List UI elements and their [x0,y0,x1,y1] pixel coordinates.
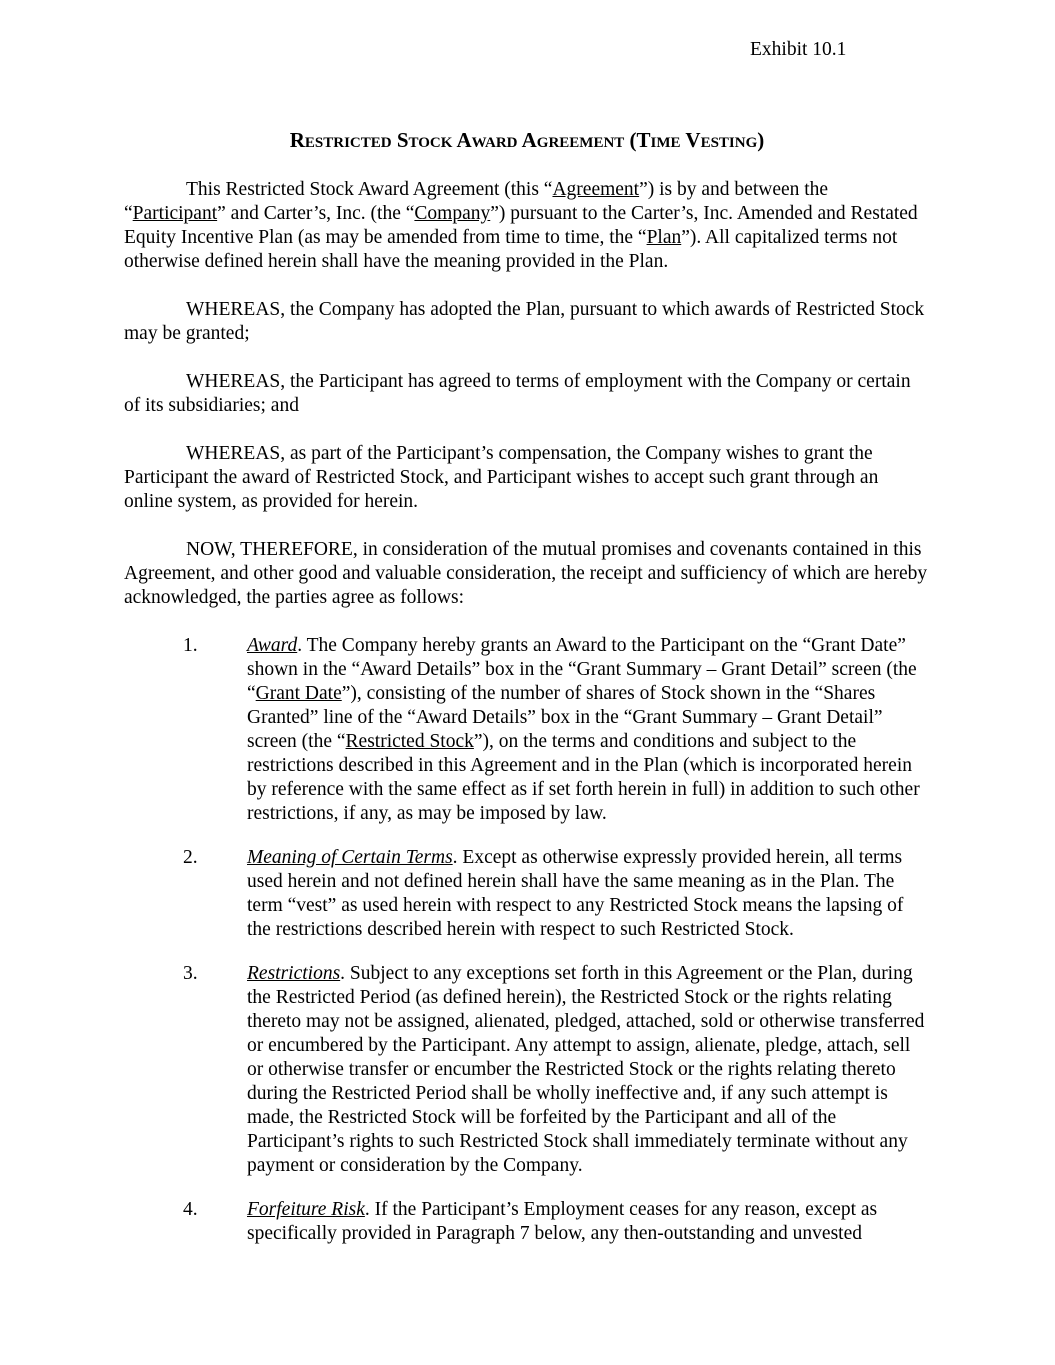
paragraph-whereas-compensation: WHEREAS, as part of the Participant’s compensation, the Company wishes to grant the Participant the award of Restricted Stock, and Participant wishes to accept such grant through an online system, as provided for herein. [124,443,879,512]
paragraph-now-therefore: NOW, THEREFORE, in consideration of the mutual promises and covenants contained in this Agreement, and other good and valuable consideration, the receipt and sufficiency of which are hereby acknowledged, the parties agree as follows: [124,539,928,608]
item-number: 3. [183,963,198,984]
item-text: Forfeiture Risk. If the Participant’s Employment ceases for any reason, except as specifically provided in Paragraph 7 below, any then-outstanding and unvested [247,1199,878,1244]
item-text: Award. The Company hereby grants an Award to the Participant on the “Grant Date” shown in the “Award Details” box in the “Grant Summary – Grant Detail” screen (the “Grant Date”), consisting of the number of shares of Stock shown in the “Shares Granted” line of the “Award Details” box in the “Grant Summary – Grant Detail” screen (the “Restricted Stock”), on the terms and conditions and subject to the restrictions described in this Agreement and in the Plan (which is incorporated herein by reference with the same effect as if set forth herein in full) in addition to such other restrictions, if any, as may be imposed by law. [247,635,920,824]
item-number: 2. [183,847,198,868]
item-text: Meaning of Certain Terms. Except as otherwise expressly provided herein, all terms used herein and not defined herein shall have the same meaning as in the Plan. The term “vest” as used herein with respect to any Restricted Stock means the lapsing of the restrictions described herein with respect to such Restricted Stock. [247,847,904,940]
item-number: 1. [183,635,198,656]
paragraph-whereas-employment: WHEREAS, the Participant has agreed to terms of employment with the Company or certain of its subsidiaries; and [124,371,911,416]
numbered-list [124,634,930,1246]
list-item-restrictions [124,962,930,1178]
document-content [124,38,930,1246]
list-item-award [124,634,930,826]
item-text: Restrictions. Subject to any exceptions set forth in this Agreement or the Plan, during the Restricted Period (as defined herein), the Restricted Stock or the rights relating thereto may not be assigned, alienated, pledged, attached, sold or otherwise transferred or encumbered by the Participant. Any attempt to assign, alienate, pledge, attach, sell or otherwise transfer or encumber the Restricted Stock or the rights relating thereto during the Restricted Period shall be wholly ineffective and, if any such attempt is made, the Restricted Stock will be forfeited by the Participant and all of the Participant’s rights to such Restricted Stock shall immediately terminate without any payment or consideration by the Company. [247,963,925,1176]
paragraph-intro: This Restricted Stock Award Agreement (this “Agreement”) is by and between the “Participant” and Carter’s, Inc. (the “Company”) pursuant to the Carter’s, Inc. Amended and Restated Equity Incentive Plan (as may be amended from time to time, the “Plan”). All capitalized terms not otherwise defined herein shall have the meaning provided in the Plan. [124,179,918,272]
item-number: 4. [183,1199,198,1220]
list-item-meaning-of-certain-terms [124,846,930,942]
paragraph-whereas-plan: WHEREAS, the Company has adopted the Plan, pursuant to which awards of Restricted Stock may be granted; [124,299,925,344]
list-item-forfeiture-risk [124,1198,930,1246]
document-title: Restricted Stock Award Agreement (Time Vesting) [289,128,765,152]
exhibit-label: Exhibit 10.1 [750,39,847,60]
